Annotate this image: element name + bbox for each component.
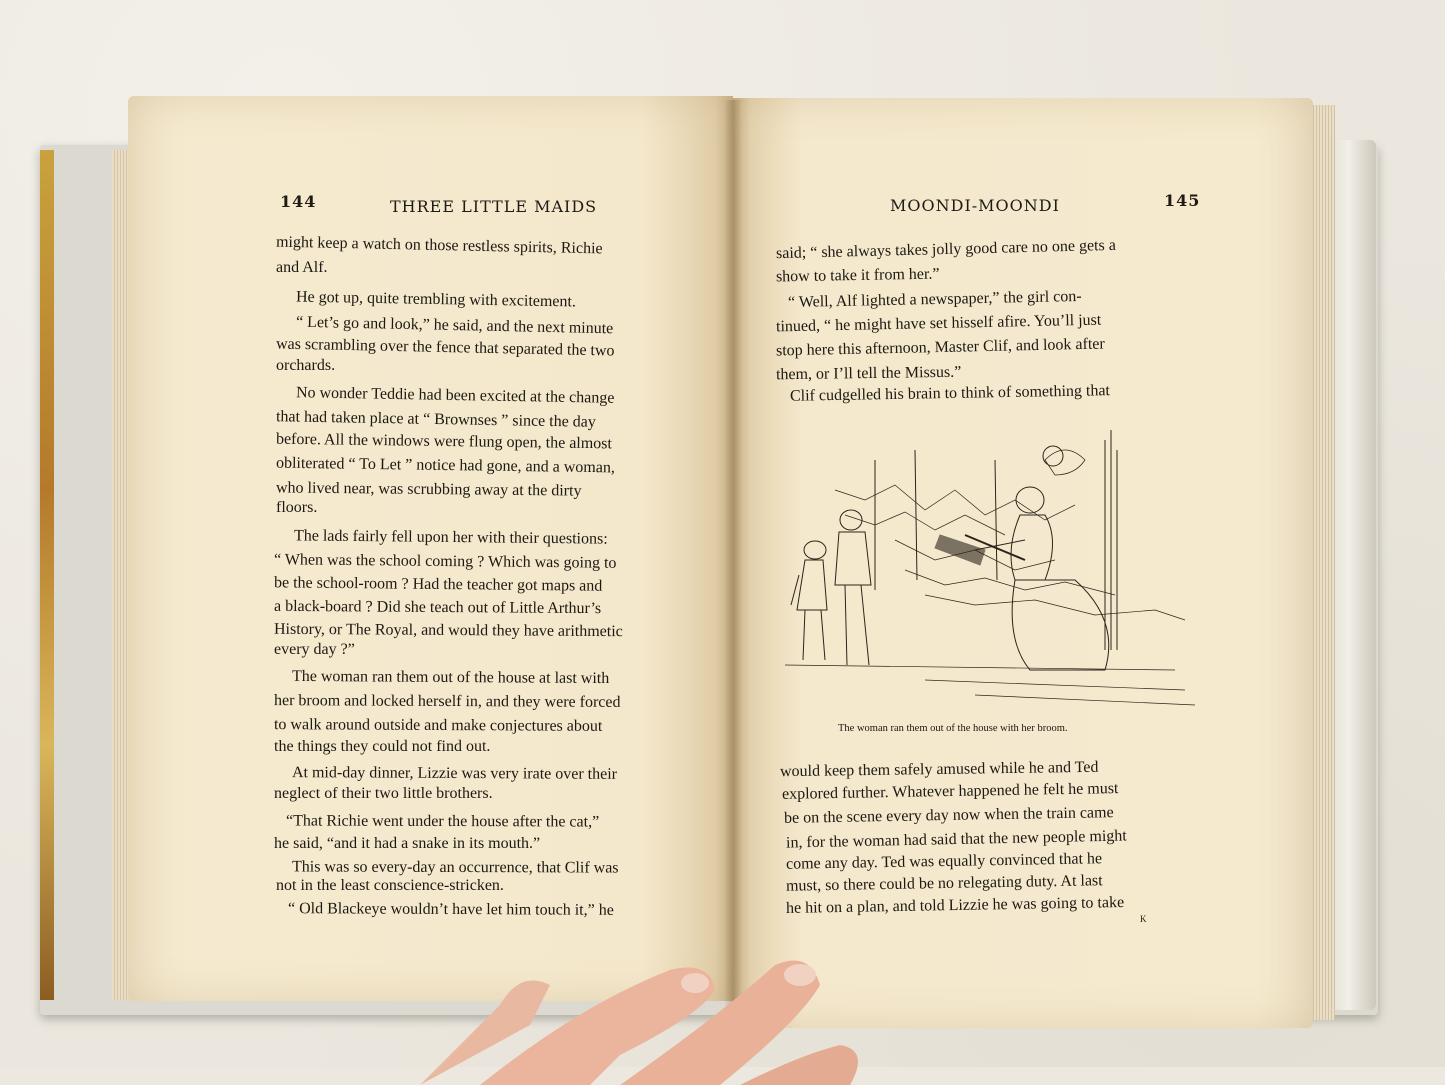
text-line: orchards.	[276, 357, 336, 374]
text-line: “ Well, Alf lighted a newspaper,” the girl con-	[787, 287, 1082, 312]
text-line: come any day. Ted was equally convinced that he	[785, 850, 1103, 873]
text-line: History, or The Royal, and would they have arithmetic	[273, 620, 623, 641]
text-line: “ When was the school coming ? Which was going to	[273, 551, 617, 572]
text-line: “That Richie went under the house after the cat,”	[285, 812, 600, 831]
text-line: Clif cudgelled his brain to think of something that	[789, 382, 1111, 405]
text-line: he hit on a plan, and told Lizzie he was going to take	[785, 894, 1125, 917]
text-line: obliterated “ To Let ” notice had gone, and a woman,	[275, 454, 616, 477]
tree-trunks	[875, 430, 1117, 650]
text-line: tinued, “ he might have set hisself afire. You’ll just	[775, 311, 1102, 336]
text-line: The woman ran them out of the house at last with	[291, 667, 610, 688]
text-line: said; “ she always takes jolly good care no one gets a	[775, 236, 1117, 263]
text-line: might keep a watch on those restless spirits, Richie	[275, 233, 603, 258]
woman-figure	[935, 487, 1109, 670]
text-line: and Alf.	[276, 259, 328, 276]
text-line: not in the least conscience-stricken.	[276, 877, 504, 894]
text-line: was scrambling over the fence that separated the two	[275, 335, 615, 360]
right-running-head: MOONDI-MOONDI	[890, 196, 1060, 215]
text-line: be on the scene every day now when the train came	[783, 804, 1114, 827]
text-line: in, for the woman had said that the new people might	[785, 827, 1127, 852]
cover-right-edge	[1330, 140, 1376, 1010]
text-line: a black-board ? Did she teach out of Little Arthur’s	[273, 597, 602, 618]
signature-mark: K	[1140, 914, 1147, 924]
text-line: the things they could not find out.	[274, 738, 491, 755]
text-line: must, so there could be no relegating duty. At last	[785, 872, 1103, 895]
text-line: “ Let’s go and look,” he said, and the next minute	[295, 313, 614, 338]
text-line: them, or I’ll tell the Missus.”	[775, 363, 962, 384]
text-line: At mid-day dinner, Lizzie was very irate over their	[291, 764, 618, 783]
text-line: would keep them safely amused while he and Ted	[779, 758, 1099, 781]
text-line: This was so every-day an occurrence, that Clif was	[291, 858, 619, 877]
text-line: her broom and locked herself in, and they were forced	[273, 692, 621, 711]
foliage-hatching	[835, 450, 1185, 620]
text-line: before. All the windows were flung open, the almost	[275, 430, 613, 453]
left-page-number: 144	[280, 192, 317, 211]
illustration-caption: The woman ran them out of the house with her broom.	[838, 723, 1068, 734]
moon-shape	[1043, 446, 1063, 466]
text-line: be the school-room ? Had the teacher got maps and	[273, 574, 603, 595]
cover-left-edge	[40, 150, 54, 1000]
text-line: “ Old Blackeye wouldn’t have let him touch it,” he	[287, 900, 614, 919]
text-line: neglect of their two little brothers.	[274, 785, 493, 802]
text-line: No wonder Teddie had been excited at the change	[295, 384, 615, 407]
boy-figure	[835, 510, 871, 665]
right-page-number: 145	[1164, 191, 1201, 210]
left-running-head: THREE LITTLE MAIDS	[390, 197, 598, 216]
book-gutter	[724, 100, 742, 1020]
text-line: every day ?”	[274, 641, 355, 658]
small-boy-figure	[791, 541, 827, 660]
text-line: show to take it from her.”	[775, 265, 940, 286]
hand-fingers	[420, 945, 880, 1085]
text-line: stop here this afternoon, Master Clif, and look after	[775, 335, 1105, 360]
text-line: The lads fairly fell upon her with their questions:	[293, 527, 608, 548]
text-line: He got up, quite trembling with excitement.	[295, 288, 577, 311]
text-line: floors.	[276, 499, 318, 516]
text-line: he said, “and it had a snake in its mouth.”	[274, 835, 541, 852]
text-line: to walk around outside and make conjectures about	[273, 716, 603, 735]
text-line: who lived near, was scrubbing away at the dirty	[275, 479, 582, 500]
engraving-illustration	[775, 420, 1200, 715]
ground-hatching	[785, 665, 1195, 705]
text-line: explored further. Whatever happened he felt he must	[781, 780, 1119, 803]
text-line: that had taken place at “ Brownses ” since the day	[275, 408, 597, 431]
